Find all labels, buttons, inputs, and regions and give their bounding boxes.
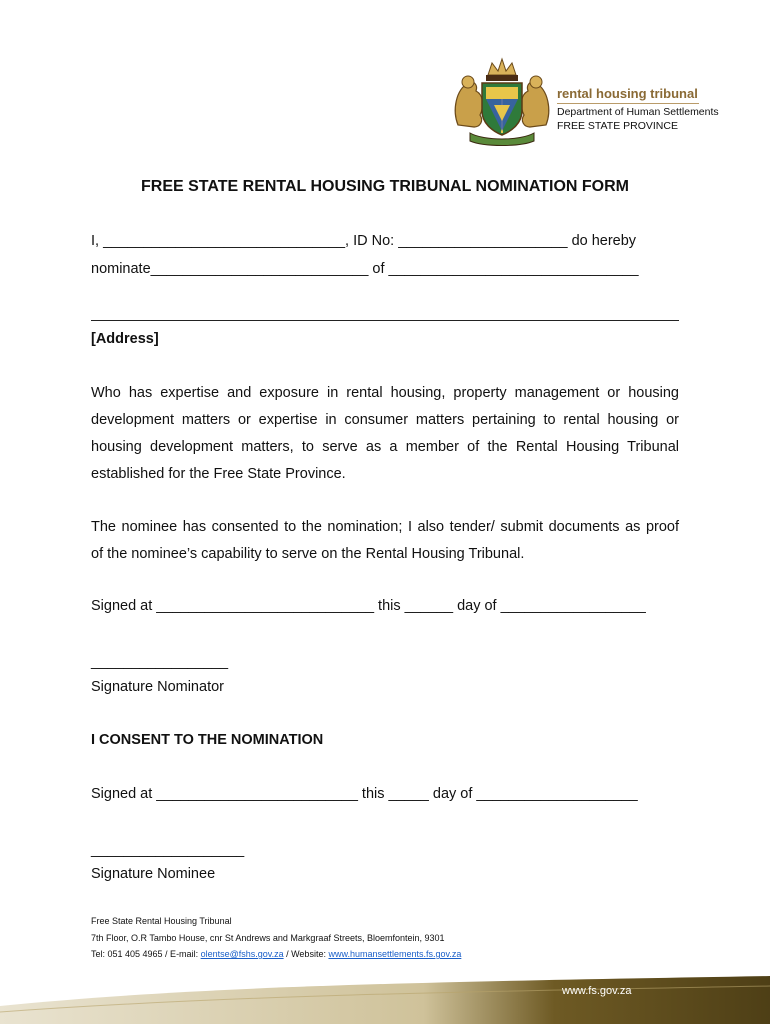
coat-of-arms-logo	[450, 55, 554, 147]
consent-paragraph-line-1: The nominee has consented to the nomination; I also tender/ submit documents as proof	[91, 519, 679, 535]
brand-divider	[557, 103, 699, 104]
signature-label-nominator: Signature Nominator	[91, 679, 224, 695]
footer-band-website: www.fs.gov.za	[562, 985, 632, 997]
footer-address: 7th Floor, O.R Tambo House, cnr St Andrews and Markgraaf Streets, Bloemfontein, 9301	[91, 933, 445, 943]
province-name: FREE STATE PROVINCE	[557, 120, 678, 132]
signature-label-nominee: Signature Nominee	[91, 866, 216, 882]
signed-at-line-nominator: Signed at ___________________________ this ______ day of __________________	[91, 598, 646, 614]
form-title: FREE STATE RENTAL HOUSING TRIBUNAL NOMINATION FORM	[141, 178, 629, 195]
nominee-line: nominate___________________________ of _______________________________	[91, 261, 639, 277]
brand-title: rental housing tribunal	[557, 86, 698, 101]
signed-at-line-nominee: Signed at _________________________ this _____ day of ____________________	[91, 786, 638, 802]
footer-website-prefix: / Website:	[283, 949, 329, 959]
department-name: Department of Human Settlements	[557, 106, 719, 118]
signature-blank-nominee: ___________________	[91, 842, 245, 858]
consent-heading: I CONSENT TO THE NOMINATION	[91, 732, 324, 748]
signature-blank-nominator: _________________	[91, 654, 229, 670]
footer-org: Free State Rental Housing Tribunal	[91, 916, 232, 926]
footer-band	[0, 976, 770, 1024]
address-label: [Address]	[91, 331, 159, 347]
expertise-line-2: development matters or expertise in consumer matters pertaining to rental housing or	[91, 412, 679, 428]
footer-tel: Tel: 051 405 4965 / E-mail:	[91, 949, 201, 959]
email-link[interactable]: olentse@fshs.gov.za	[200, 949, 284, 959]
footer-contact	[91, 949, 461, 959]
expertise-line-1: Who has expertise and exposure in rental housing, property management or housing	[91, 385, 679, 401]
address-blank-line	[91, 320, 679, 321]
nominator-line: I, ______________________________, ID No: _____________________ do hereby	[91, 233, 637, 249]
website-link[interactable]: www.humansettlements.fs.gov.za	[328, 949, 462, 959]
expertise-line-4: established for the Free State Province.	[91, 466, 346, 482]
expertise-line-3: housing development matters, to serve as a member of the Rental Housing Tribunal	[91, 439, 679, 455]
consent-paragraph-line-2: of the nominee’s capability to serve on the Rental Housing Tribunal.	[91, 546, 525, 562]
